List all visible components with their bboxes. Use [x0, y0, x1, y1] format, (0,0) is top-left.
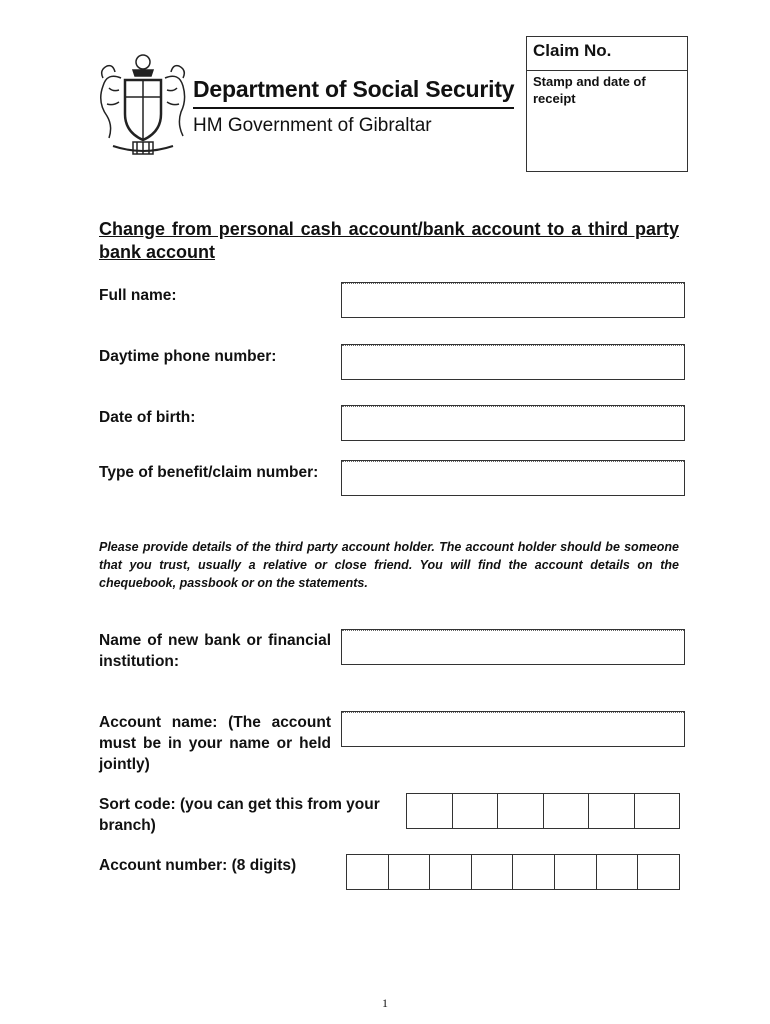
- account-name-field[interactable]: [341, 711, 685, 747]
- account-number-digit-box[interactable]: [347, 854, 389, 890]
- sort-code-digit-box[interactable]: [453, 793, 499, 829]
- sort-code-digit-box[interactable]: [635, 793, 681, 829]
- page-number: 1: [382, 996, 388, 1010]
- account-number-digit-box[interactable]: [513, 854, 555, 890]
- department-name: Department of Social Security: [193, 76, 515, 102]
- dob-field[interactable]: [341, 405, 685, 441]
- account-number-digit-box[interactable]: [638, 854, 680, 890]
- institution-label: Name of new bank or financial institution:: [99, 632, 331, 670]
- sort-code-digit-box[interactable]: [498, 793, 544, 829]
- claim-box: [526, 36, 688, 172]
- phone-label: Daytime phone number:: [99, 348, 277, 365]
- instructions-text: Please provide details of the third party account holder. The account holder should be someone that you trust, usually a relative or close friend. You will find the account details on the chequebook, passbook or on the statements.: [99, 540, 679, 590]
- benefit-field[interactable]: [341, 460, 685, 496]
- sort-code-boxes: [406, 793, 680, 829]
- form-title: Change from personal cash account/bank account to a third party bank account: [99, 219, 679, 262]
- claim-number-label: Claim No.: [527, 37, 687, 71]
- account-number-digit-box[interactable]: [597, 854, 639, 890]
- sort-code-digit-box[interactable]: [589, 793, 635, 829]
- full-name-field[interactable]: [341, 282, 685, 318]
- dob-label: Date of birth:: [99, 409, 196, 426]
- account-number-digit-box[interactable]: [430, 854, 472, 890]
- header-divider: [193, 107, 514, 109]
- account-number-label: Account number: (8 digits): [99, 857, 297, 874]
- benefit-label: Type of benefit/claim number:: [99, 464, 319, 481]
- phone-field[interactable]: [341, 344, 685, 380]
- sort-code-digit-box[interactable]: [544, 793, 590, 829]
- account-number-digit-box[interactable]: [555, 854, 597, 890]
- account-name-label: Account name: (The account must be in your name or held jointly): [99, 714, 331, 773]
- institution-field[interactable]: [341, 629, 685, 665]
- full-name-label: Full name:: [99, 287, 177, 304]
- government-name: HM Government of Gibraltar: [193, 115, 432, 136]
- account-number-digit-box[interactable]: [472, 854, 514, 890]
- account-number-digit-box[interactable]: [389, 854, 431, 890]
- sort-code-label: Sort code: (you can get this from your branch): [99, 796, 380, 834]
- account-number-boxes: [346, 854, 680, 890]
- stamp-date-label: Stamp and date of receipt: [533, 74, 646, 106]
- gibraltar-coat-of-arms-icon: [97, 48, 189, 158]
- sort-code-digit-box[interactable]: [407, 793, 453, 829]
